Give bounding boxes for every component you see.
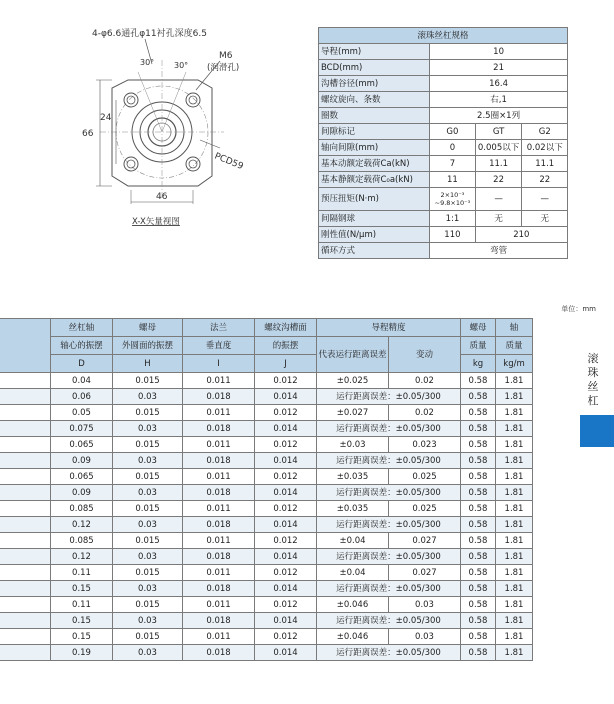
spec-value: 22 (475, 172, 522, 188)
spec-value: 10 (430, 44, 568, 60)
cell-shaft-mass: 1.81 (496, 533, 533, 549)
cell-shaft-runout: 0.085 (51, 501, 113, 517)
cell-groove-runout: 0.012 (255, 533, 317, 549)
cell-shaft-runout: 0.065 (51, 437, 113, 453)
cell-nut-runout: 0.03 (113, 613, 183, 629)
cell-groove-runout: 0.014 (255, 645, 317, 661)
cell-shaft-mass: 1.81 (496, 581, 533, 597)
cell-lead-error: ±0.04 (317, 565, 389, 581)
header-j-sub: 的振摆 (255, 337, 317, 355)
cell-nut-mass: 0.58 (461, 613, 496, 629)
cell-nut-runout: 0.015 (113, 373, 183, 389)
spec-value: 11.1 (522, 156, 568, 172)
cell-flange-perpendicularity: 0.011 (183, 437, 255, 453)
clearance-g0: G0 (430, 124, 475, 140)
header-h: 螺母 (113, 319, 183, 337)
spec-label: 基本动额定载荷Ca(kN) (319, 156, 430, 172)
table-row (0, 469, 533, 485)
cell-run-distance-error: 运行距离误差：±0.05/300 (317, 645, 461, 661)
cell-nut-mass: 0.58 (461, 565, 496, 581)
cell-flange-perpendicularity: 0.018 (183, 389, 255, 405)
header-variation: 变动 (389, 337, 461, 373)
torque-min: 2×10⁻³ (440, 191, 465, 199)
cell-lead-error: ±0.046 (317, 597, 389, 613)
row-blank (0, 437, 51, 453)
cell-variation: 0.02 (389, 405, 461, 421)
lube-note: (润滑孔) (207, 63, 240, 73)
cell-nut-runout: 0.03 (113, 389, 183, 405)
cell-shaft-mass: 1.81 (496, 437, 533, 453)
cell-flange-perpendicularity: 0.018 (183, 485, 255, 501)
angle-right: 30° (174, 61, 189, 70)
pcd-label: PCD59 (212, 151, 245, 173)
cell-groove-runout: 0.014 (255, 453, 317, 469)
cell-variation: 0.02 (389, 373, 461, 389)
table-row (0, 613, 533, 629)
cell-nut-runout: 0.03 (113, 485, 183, 501)
header-lead-accuracy: 导程精度 (317, 319, 461, 337)
cell-groove-runout: 0.012 (255, 597, 317, 613)
table-row (0, 373, 533, 389)
spec-value: — (475, 188, 522, 211)
row-blank (0, 629, 51, 645)
cell-variation: 0.025 (389, 469, 461, 485)
cell-groove-runout: 0.012 (255, 629, 317, 645)
cell-flange-perpendicularity: 0.011 (183, 629, 255, 645)
cell-flange-perpendicularity: 0.011 (183, 501, 255, 517)
cell-nut-runout: 0.015 (113, 501, 183, 517)
cell-groove-runout: 0.014 (255, 549, 317, 565)
cell-shaft-mass: 1.81 (496, 629, 533, 645)
spec-value: — (522, 188, 568, 211)
table-row (0, 581, 533, 597)
cell-groove-runout: 0.012 (255, 437, 317, 453)
spec-value: 22 (522, 172, 568, 188)
spec-label: 间隙标记 (319, 124, 430, 140)
table-row (0, 533, 533, 549)
cell-nut-mass: 0.58 (461, 533, 496, 549)
row-blank (0, 613, 51, 629)
cell-shaft-mass: 1.81 (496, 517, 533, 533)
cell-shaft-runout: 0.05 (51, 405, 113, 421)
cell-shaft-runout: 0.09 (51, 485, 113, 501)
cell-shaft-runout: 0.15 (51, 581, 113, 597)
angle-left: 30° (140, 58, 155, 67)
spec-title: 滚珠丝杠规格 (319, 28, 568, 44)
cell-shaft-mass: 1.81 (496, 373, 533, 389)
cell-nut-mass: 0.58 (461, 581, 496, 597)
cell-shaft-runout: 0.06 (51, 389, 113, 405)
header-h-sub: 外圆面的振摆 (113, 337, 183, 355)
header-i-sub: 垂直度 (183, 337, 255, 355)
table-row (0, 597, 533, 613)
cell-nut-mass: 0.58 (461, 597, 496, 613)
spec-label: 沟槽谷径(mm) (319, 76, 430, 92)
header-j-sym: J (255, 355, 317, 373)
spec-label: 刚性值(N/μm) (319, 227, 430, 243)
header-d-sub: 轴心的振摆 (51, 337, 113, 355)
clearance-gt: GT (475, 124, 522, 140)
cell-lead-error: ±0.025 (317, 373, 389, 389)
cell-groove-runout: 0.014 (255, 517, 317, 533)
cell-run-distance-error: 运行距离误差：±0.05/300 (317, 613, 461, 629)
spec-value: 11.1 (475, 156, 522, 172)
spec-value: 0.005以下 (475, 140, 522, 156)
cell-lead-error: ±0.04 (317, 533, 389, 549)
spec-value: 16.4 (430, 76, 568, 92)
cell-nut-mass: 0.58 (461, 629, 496, 645)
spec-value: 1:1 (430, 211, 475, 227)
cell-shaft-runout: 0.15 (51, 613, 113, 629)
header-nut-mass-sub: 质量 (461, 337, 496, 355)
row-blank (0, 645, 51, 661)
cell-shaft-runout: 0.19 (51, 645, 113, 661)
cell-shaft-runout: 0.075 (51, 421, 113, 437)
row-blank (0, 421, 51, 437)
header-blank (0, 319, 51, 373)
header-nut-mass: 螺母 (461, 319, 496, 337)
cell-run-distance-error: 运行距离误差：±0.05/300 (317, 581, 461, 597)
cell-shaft-mass: 1.81 (496, 549, 533, 565)
spec-value: 21 (430, 60, 568, 76)
cell-shaft-mass: 1.81 (496, 501, 533, 517)
cell-nut-runout: 0.015 (113, 597, 183, 613)
cell-groove-runout: 0.014 (255, 613, 317, 629)
section-tab-marker (580, 415, 614, 447)
cell-shaft-mass: 1.81 (496, 565, 533, 581)
cell-shaft-runout: 0.11 (51, 565, 113, 581)
spec-label: 循环方式 (319, 243, 430, 259)
cell-shaft-runout: 0.09 (51, 453, 113, 469)
table-row (0, 453, 533, 469)
row-blank (0, 533, 51, 549)
row-blank (0, 405, 51, 421)
cell-nut-mass: 0.58 (461, 501, 496, 517)
cell-nut-mass: 0.58 (461, 405, 496, 421)
cell-flange-perpendicularity: 0.011 (183, 597, 255, 613)
table-row (0, 549, 533, 565)
spec-value: 110 (430, 227, 475, 243)
cell-variation: 0.03 (389, 597, 461, 613)
header-i: 法兰 (183, 319, 255, 337)
spec-label: 螺纹旋向、条数 (319, 92, 430, 108)
cell-nut-mass: 0.58 (461, 437, 496, 453)
cell-groove-runout: 0.012 (255, 469, 317, 485)
dim-24: 24 (100, 113, 112, 123)
header-shaft-mass-unit: kg/m (496, 355, 533, 373)
cell-run-distance-error: 运行距离误差：±0.05/300 (317, 453, 461, 469)
cell-shaft-mass: 1.81 (496, 469, 533, 485)
spec-value: 弯管 (430, 243, 568, 259)
cell-shaft-runout: 0.085 (51, 533, 113, 549)
cell-nut-mass: 0.58 (461, 421, 496, 437)
cell-flange-perpendicularity: 0.018 (183, 453, 255, 469)
spec-value: 2.5圈×1列 (430, 108, 568, 124)
table-row (0, 517, 533, 533)
row-blank (0, 517, 51, 533)
spec-label: 圈数 (319, 108, 430, 124)
spec-label: 轴向间隙(mm) (319, 140, 430, 156)
cell-run-distance-error: 运行距离误差：±0.05/300 (317, 485, 461, 501)
cell-flange-perpendicularity: 0.011 (183, 469, 255, 485)
cell-nut-runout: 0.015 (113, 533, 183, 549)
clearance-g2: G2 (522, 124, 568, 140)
cell-shaft-runout: 0.065 (51, 469, 113, 485)
accuracy-table (0, 318, 533, 661)
cell-variation: 0.027 (389, 565, 461, 581)
cell-lead-error: ±0.035 (317, 501, 389, 517)
row-blank (0, 389, 51, 405)
row-blank (0, 501, 51, 517)
row-blank (0, 485, 51, 501)
table-row (0, 629, 533, 645)
cell-run-distance-error: 运行距离误差：±0.05/300 (317, 389, 461, 405)
cell-run-distance-error: 运行距离误差：±0.05/300 (317, 421, 461, 437)
cell-variation: 0.027 (389, 533, 461, 549)
cell-groove-runout: 0.012 (255, 501, 317, 517)
row-blank (0, 373, 51, 389)
cell-nut-mass: 0.58 (461, 485, 496, 501)
dim-46: 46 (156, 192, 168, 202)
spec-value: 0 (430, 140, 475, 156)
section-title: 滚珠丝杠 (587, 352, 599, 407)
cell-shaft-mass: 1.81 (496, 389, 533, 405)
cell-flange-perpendicularity: 0.018 (183, 517, 255, 533)
cell-nut-mass: 0.58 (461, 469, 496, 485)
cell-groove-runout: 0.014 (255, 389, 317, 405)
cell-shaft-mass: 1.81 (496, 597, 533, 613)
cell-shaft-mass: 1.81 (496, 645, 533, 661)
cell-variation: 0.025 (389, 501, 461, 517)
hole-note: 4-φ6.6通孔φ11衬孔深度6.5 (92, 29, 207, 39)
spec-value: 0.02以下 (522, 140, 568, 156)
table-row (0, 485, 533, 501)
cell-groove-runout: 0.014 (255, 581, 317, 597)
header-shaft-mass: 轴 (496, 319, 533, 337)
dim-66: 66 (82, 129, 94, 139)
header-d: 丝杠轴 (51, 319, 113, 337)
cell-lead-error: ±0.046 (317, 629, 389, 645)
cell-shaft-mass: 1.81 (496, 405, 533, 421)
cell-variation: 0.03 (389, 629, 461, 645)
cell-shaft-mass: 1.81 (496, 485, 533, 501)
cell-flange-perpendicularity: 0.018 (183, 549, 255, 565)
spec-label: 预压扭矩(N·m) (319, 188, 430, 211)
cell-groove-runout: 0.014 (255, 485, 317, 501)
view-caption: X-X矢量视图 (132, 217, 180, 227)
cell-nut-runout: 0.03 (113, 549, 183, 565)
header-h-sym: H (113, 355, 183, 373)
cell-nut-mass: 0.58 (461, 373, 496, 389)
spec-value: 7 (430, 156, 475, 172)
cell-nut-runout: 0.03 (113, 453, 183, 469)
cell-flange-perpendicularity: 0.018 (183, 421, 255, 437)
unit-note: 单位：mm (561, 305, 596, 313)
table-row (0, 405, 533, 421)
spec-value: 11 (430, 172, 475, 188)
spec-label: 导程(mm) (319, 44, 430, 60)
cell-flange-perpendicularity: 0.011 (183, 533, 255, 549)
cell-nut-runout: 0.015 (113, 405, 183, 421)
cell-flange-perpendicularity: 0.018 (183, 645, 255, 661)
table-row (0, 645, 533, 661)
cell-groove-runout: 0.012 (255, 565, 317, 581)
spec-value: 右,1 (430, 92, 568, 108)
spec-label: BCD(mm) (319, 60, 430, 76)
cell-groove-runout: 0.012 (255, 405, 317, 421)
cell-nut-runout: 0.03 (113, 645, 183, 661)
cell-groove-runout: 0.014 (255, 421, 317, 437)
cell-run-distance-error: 运行距离误差：±0.05/300 (317, 517, 461, 533)
cell-groove-runout: 0.012 (255, 373, 317, 389)
spec-value: 无 (475, 211, 522, 227)
cell-nut-mass: 0.58 (461, 389, 496, 405)
cell-shaft-mass: 1.81 (496, 613, 533, 629)
cell-shaft-runout: 0.11 (51, 597, 113, 613)
table-row (0, 389, 533, 405)
cell-nut-runout: 0.015 (113, 469, 183, 485)
row-blank (0, 581, 51, 597)
cell-shaft-runout: 0.12 (51, 517, 113, 533)
row-blank (0, 469, 51, 485)
cell-nut-runout: 0.03 (113, 421, 183, 437)
cell-flange-perpendicularity: 0.018 (183, 613, 255, 629)
spec-label: 间隔钢球 (319, 211, 430, 227)
row-blank (0, 453, 51, 469)
cell-nut-mass: 0.58 (461, 645, 496, 661)
cell-flange-perpendicularity: 0.011 (183, 405, 255, 421)
header-d-sym: D (51, 355, 113, 373)
cell-shaft-runout: 0.12 (51, 549, 113, 565)
cell-nut-runout: 0.03 (113, 517, 183, 533)
cell-shaft-mass: 1.81 (496, 453, 533, 469)
flange-drawing (0, 0, 310, 240)
table-row (0, 421, 533, 437)
spec-value: 210 (475, 227, 567, 243)
cell-nut-mass: 0.58 (461, 517, 496, 533)
row-blank (0, 565, 51, 581)
cell-lead-error: ±0.03 (317, 437, 389, 453)
cell-nut-runout: 0.03 (113, 581, 183, 597)
spec-table (318, 27, 568, 259)
cell-shaft-mass: 1.81 (496, 421, 533, 437)
cell-nut-runout: 0.015 (113, 565, 183, 581)
lube-size: M6 (219, 51, 233, 61)
table-row (0, 437, 533, 453)
cell-nut-mass: 0.58 (461, 453, 496, 469)
header-i-sym: I (183, 355, 255, 373)
row-blank (0, 549, 51, 565)
cell-nut-mass: 0.58 (461, 549, 496, 565)
cell-flange-perpendicularity: 0.011 (183, 373, 255, 389)
table-row (0, 501, 533, 517)
cell-lead-error: ±0.027 (317, 405, 389, 421)
header-j: 螺纹沟槽面 (255, 319, 317, 337)
header-nut-mass-unit: kg (461, 355, 496, 373)
header-error: 代表运行距离误差 (317, 337, 389, 373)
header-shaft-mass-sub: 质量 (496, 337, 533, 355)
cell-nut-runout: 0.015 (113, 437, 183, 453)
cell-run-distance-error: 运行距离误差：±0.05/300 (317, 549, 461, 565)
table-row (0, 565, 533, 581)
cell-lead-error: ±0.035 (317, 469, 389, 485)
cell-flange-perpendicularity: 0.011 (183, 565, 255, 581)
row-blank (0, 597, 51, 613)
cell-nut-runout: 0.015 (113, 629, 183, 645)
spec-value: 无 (522, 211, 568, 227)
spec-label: 基本静额定载荷C₀a(kN) (319, 172, 430, 188)
cell-flange-perpendicularity: 0.018 (183, 581, 255, 597)
cell-variation: 0.023 (389, 437, 461, 453)
cell-shaft-runout: 0.04 (51, 373, 113, 389)
torque-max: ~9.8×10⁻³ (434, 199, 471, 207)
cell-shaft-runout: 0.15 (51, 629, 113, 645)
torque-value (430, 188, 475, 211)
